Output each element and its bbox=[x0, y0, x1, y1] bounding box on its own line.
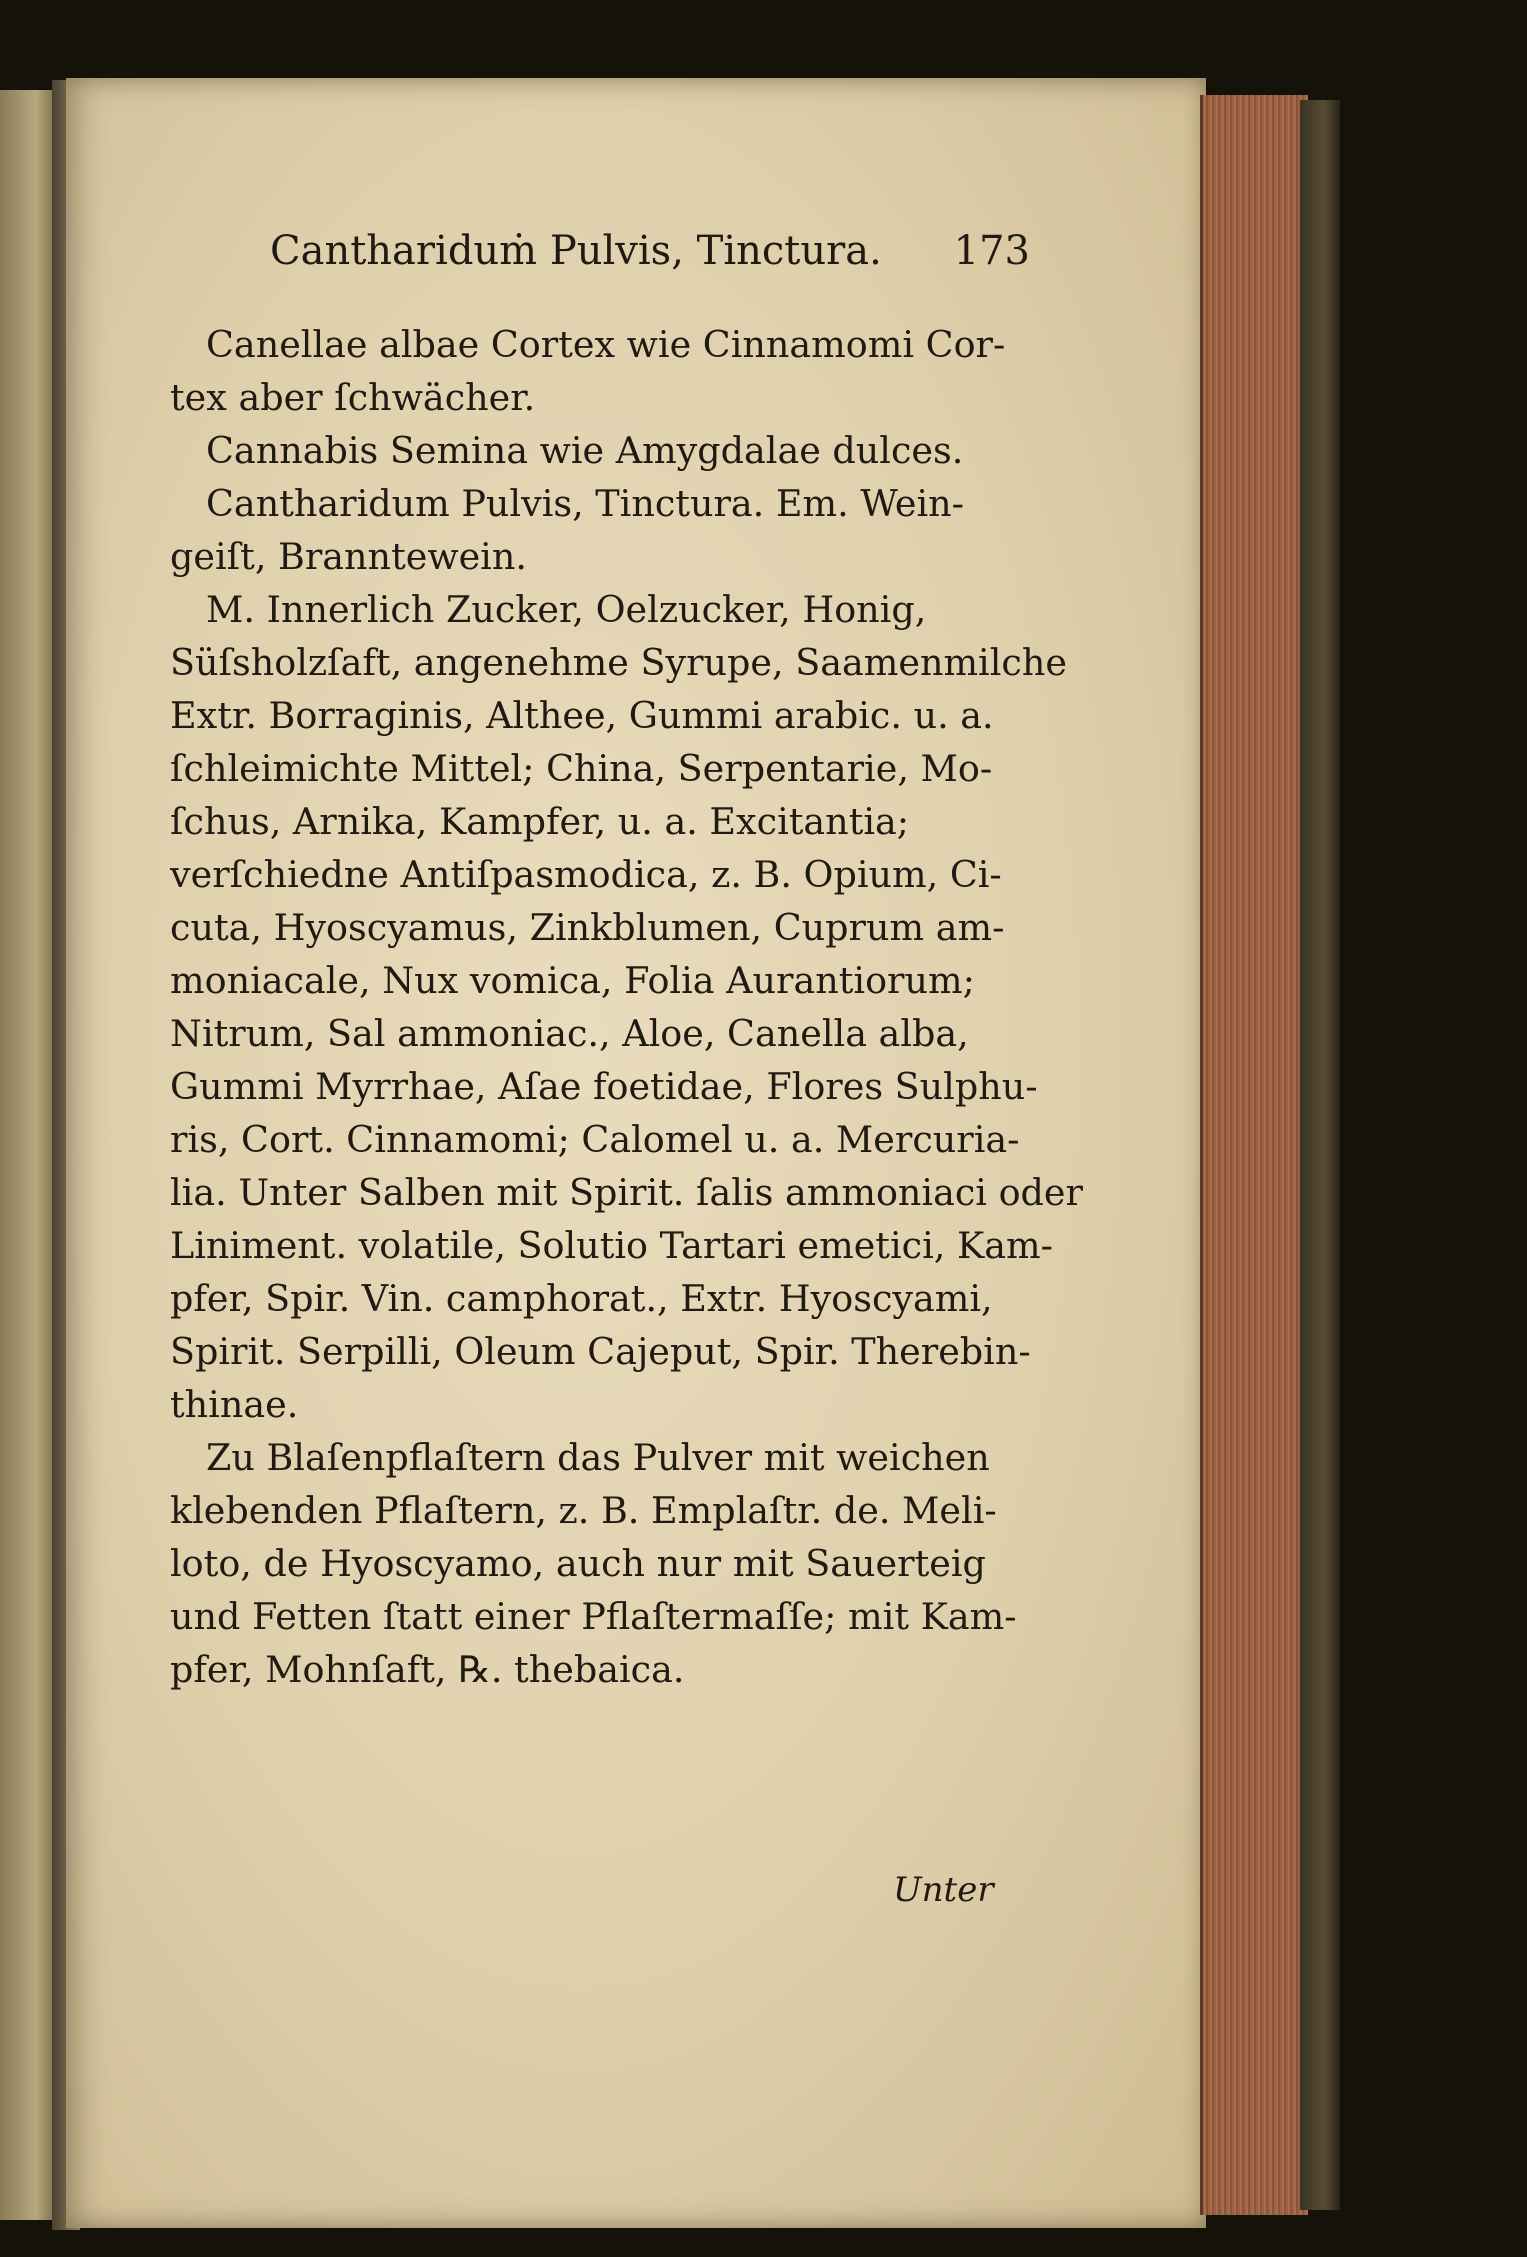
catchword: Unter bbox=[893, 1870, 994, 1910]
text-line: Gummi Myrrhae, Aſae foetidae, Flores Sulphu- bbox=[170, 1065, 1038, 1108]
text-line: Liniment. volatile, Solutio Tartari emetici, Kam- bbox=[170, 1224, 1053, 1267]
text-line: Nitrum, Sal ammoniac., Aloe, Canella alba, bbox=[170, 1012, 969, 1055]
text-line: lia. Unter Salben mit Spirit. ſalis ammoniaci oder bbox=[170, 1171, 1083, 1214]
running-title: Canthariduṁ Pulvis, Tinctura. bbox=[270, 228, 882, 274]
previous-page-edge bbox=[0, 90, 60, 2220]
text-line: ſchleimichte Mittel; China, Serpentarie, Mo- bbox=[170, 747, 993, 790]
text-line: ſchus, Arnika, Kampfer, u. a. Excitantia; bbox=[170, 800, 910, 843]
text-line: pfer, Mohnſaft, ℞. thebaica. bbox=[170, 1648, 685, 1691]
text-line: verſchiedne Antiſpasmodica, z. B. Opium, Ci- bbox=[170, 853, 1002, 896]
text-line: tex aber ſchwächer. bbox=[170, 376, 536, 419]
text-line: moniacale, Nux vomica, Folia Aurantiorum; bbox=[170, 959, 975, 1002]
page-text bbox=[170, 225, 1083, 1696]
text-line: und Fetten ſtatt einer Pflaſtermaſſe; mit Kam- bbox=[170, 1595, 1017, 1638]
text-line: Canellae albae Cortex wie Cinnamomi Cor- bbox=[206, 323, 1006, 366]
cover-edge bbox=[1300, 100, 1340, 2210]
text-line: cuta, Hyoscyamus, Zinkblumen, Cuprum am- bbox=[170, 906, 1005, 949]
text-line: loto, de Hyoscyamo, auch nur mit Sauerteig bbox=[170, 1542, 986, 1585]
text-line: thinae. bbox=[170, 1383, 299, 1426]
text-line: ris, Cort. Cinnamomi; Calomel u. a. Mercuria- bbox=[170, 1118, 1020, 1161]
text-line: pfer, Spir. Vin. camphorat., Extr. Hyoscyami, bbox=[170, 1277, 993, 1320]
text-line: geiſt, Branntewein. bbox=[170, 535, 527, 578]
text-line: Cantharidum Pulvis, Tinctura. Em. Wein- bbox=[206, 482, 964, 525]
text-line: Extr. Borraginis, Althee, Gummi arabic. u. a. bbox=[170, 694, 994, 737]
page-edges bbox=[1200, 95, 1308, 2215]
text-line: Süſsholzſaft, angenehme Syrupe, Saamenmilche bbox=[170, 641, 1067, 684]
text-line: M. Innerlich Zucker, Oelzucker, Honig, bbox=[206, 588, 927, 631]
text-line: Cannabis Semina wie Amygdalae dulces. bbox=[206, 429, 964, 472]
text-line: Spirit. Serpilli, Oleum Cajeput, Spir. Therebin- bbox=[170, 1330, 1031, 1373]
page-number: 173 bbox=[953, 228, 1030, 274]
text-line: klebenden Pflaſtern, z. B. Emplaſtr. de. Meli- bbox=[170, 1489, 997, 1532]
text-line: Zu Blaſenpflaſtern das Pulver mit weichen bbox=[206, 1436, 990, 1479]
running-header bbox=[270, 225, 1030, 278]
